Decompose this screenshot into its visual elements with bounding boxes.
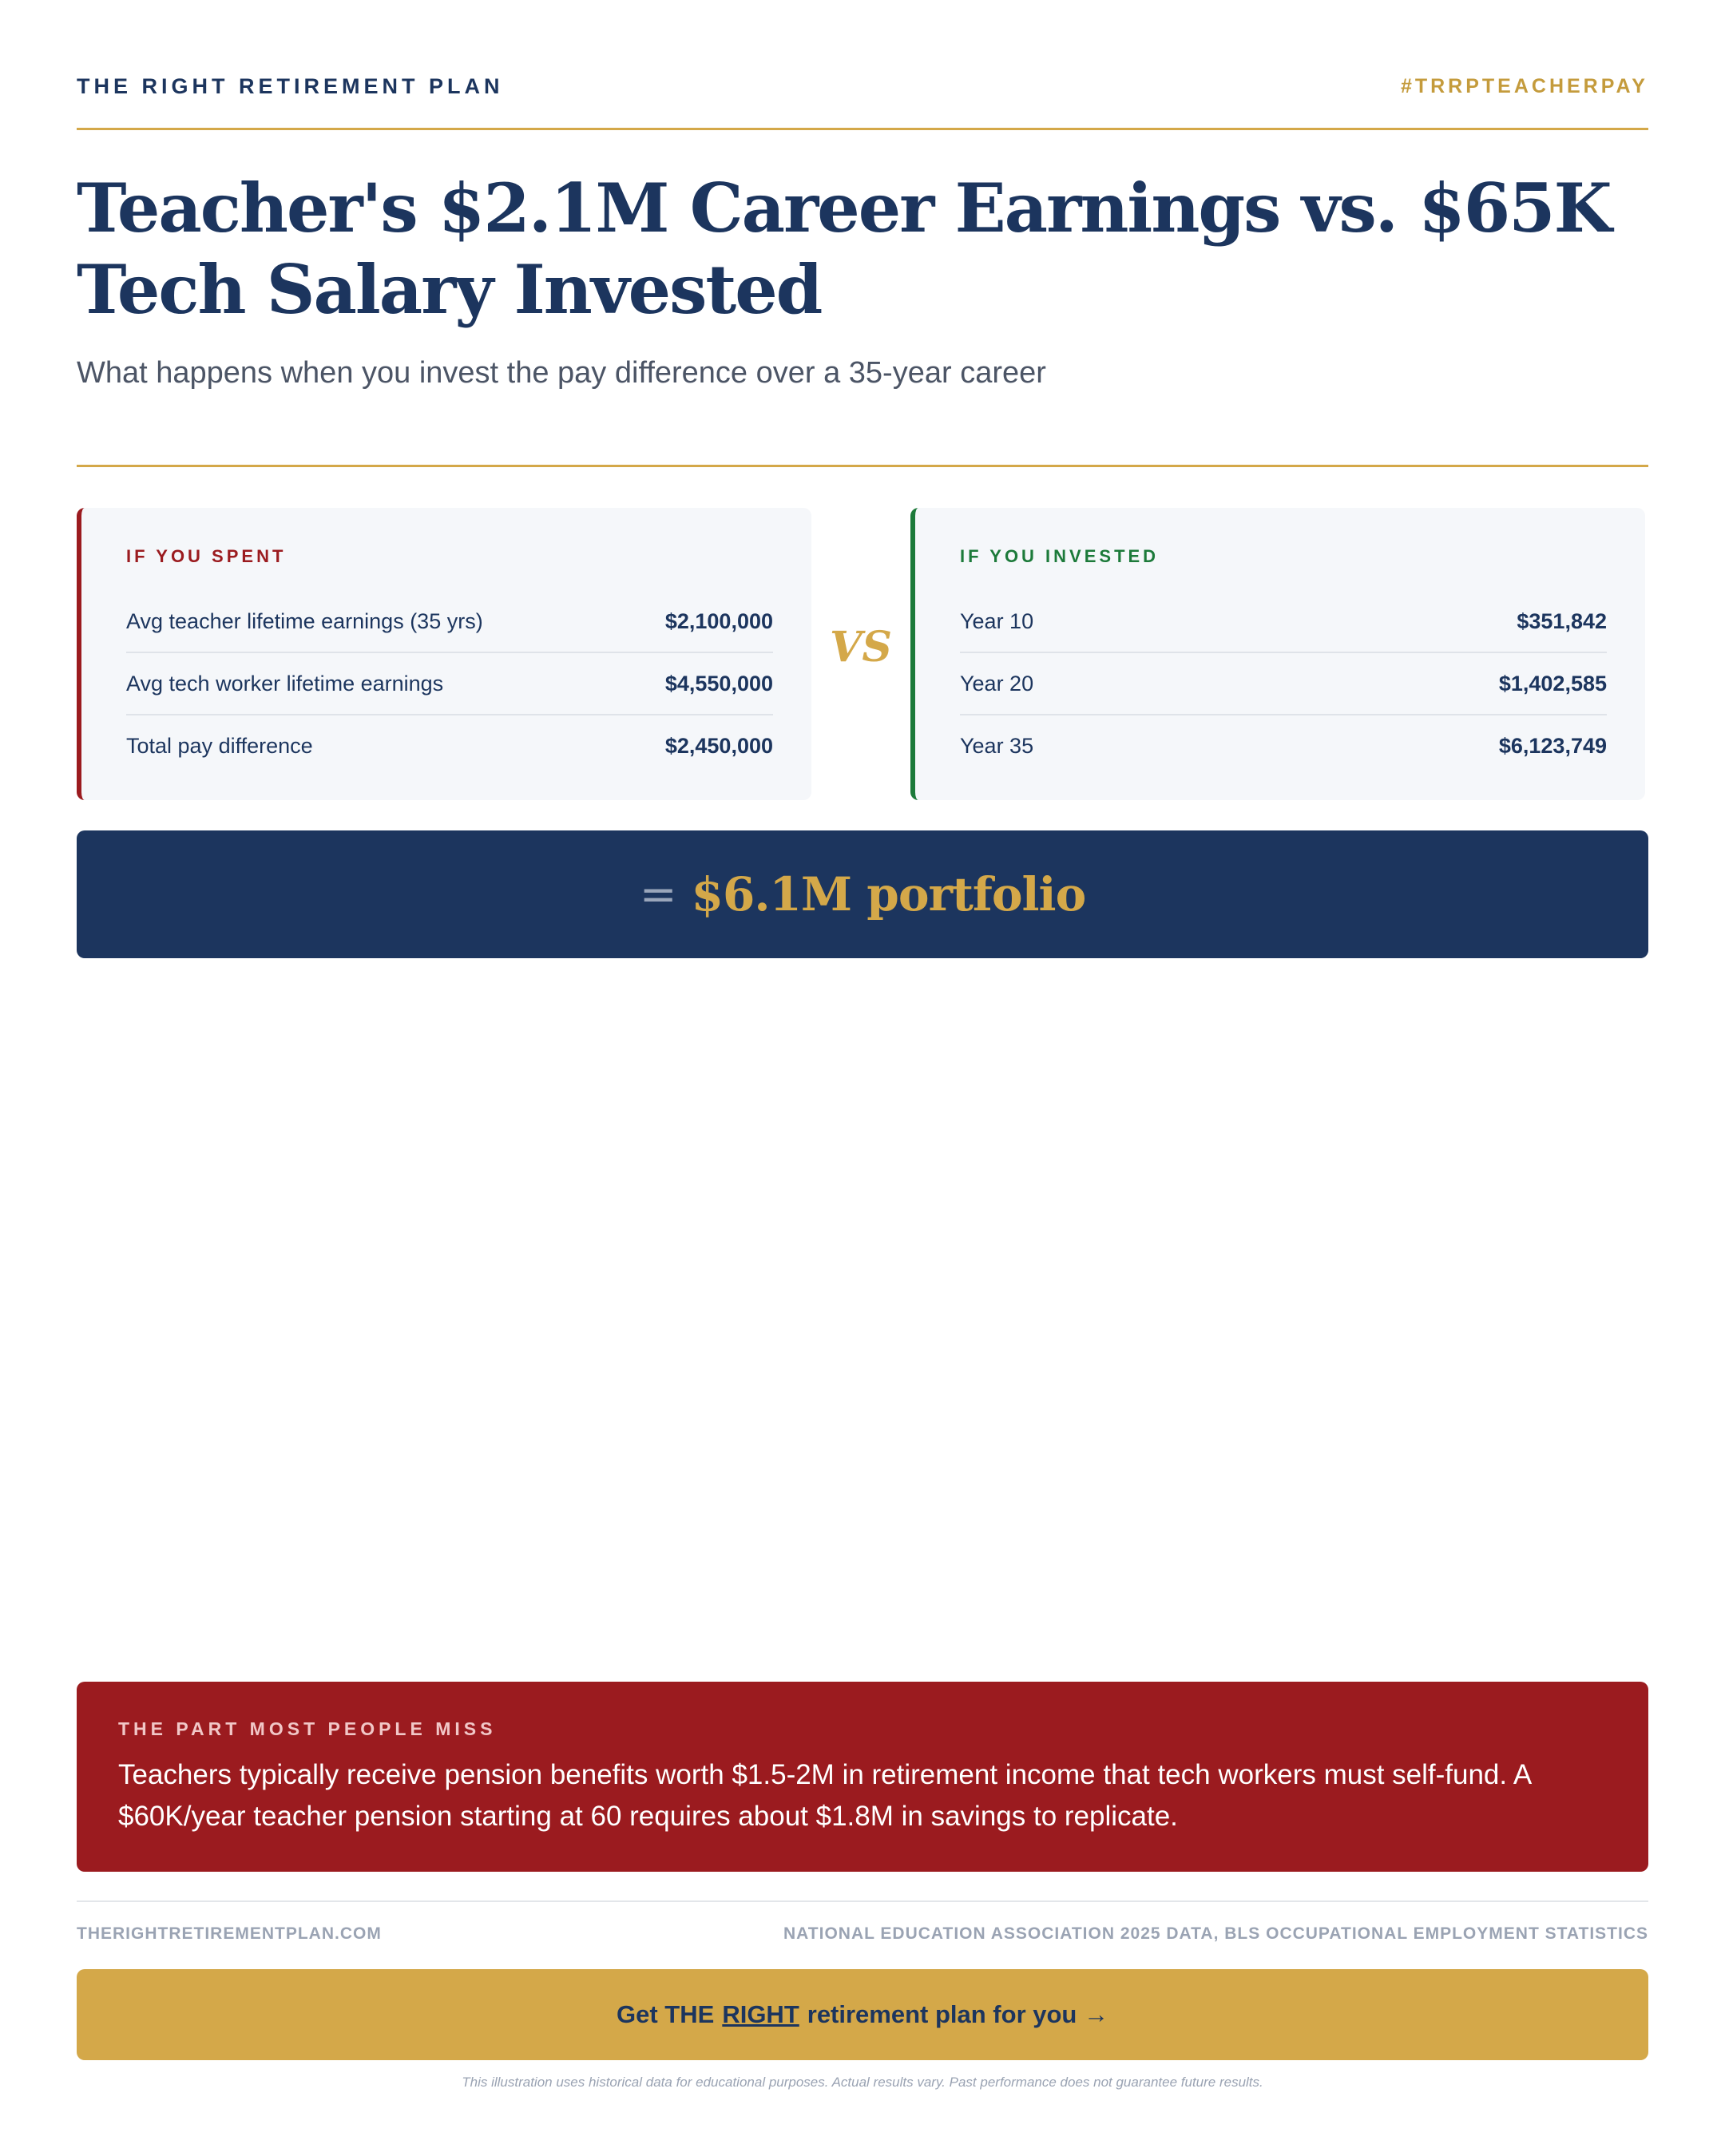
cta-button[interactable]: [77, 1969, 1648, 2060]
spent-row-label: Avg teacher lifetime earnings (35 yrs): [126, 608, 483, 633]
page-subtitle: What happens when you invest the pay difference over a 35-year career: [77, 356, 1046, 390]
header-divider: [77, 128, 1648, 130]
footer-divider: [77, 1900, 1648, 1902]
callout-text: Teachers typically receive pension benefits worth $1.5-2M in retirement income that tech workers must self-fund. A $60K/year teacher pension starting at 60 requires about $1.8M in savings to replicate.: [118, 1759, 1531, 1832]
header: [77, 70, 1648, 102]
invested-row-value: $351,842: [1517, 608, 1607, 633]
invested-row-value: $6,123,749: [1498, 733, 1607, 758]
spent-card: [77, 508, 811, 800]
cta-text-after: retirement plan for you →: [807, 2000, 1108, 2028]
invested-row: [960, 715, 1607, 776]
callout-label: THE PART MOST PEOPLE MISS: [118, 1718, 497, 1739]
spent-card-label: IF YOU SPENT: [126, 546, 287, 566]
spent-row: [126, 715, 773, 776]
invested-row-label: Year 35: [960, 733, 1034, 758]
spent-row-label: Avg tech worker lifetime earnings: [126, 671, 444, 696]
invested-row-label: Year 20: [960, 671, 1034, 696]
spent-row-value: $2,100,000: [664, 608, 773, 633]
brand-name: THE RIGHT RETIREMENT PLAN: [77, 73, 504, 98]
spent-row-value: $4,550,000: [664, 671, 773, 696]
disclaimer: This illustration uses historical data for educational purposes. Actual results vary. Past performance does not guarantee future results.: [462, 2075, 1263, 2090]
cta-text-before: Get THE: [617, 2000, 715, 2028]
invested-row-value: $1,402,585: [1498, 671, 1607, 696]
spent-row: [126, 591, 773, 653]
result-banner: [77, 830, 1648, 958]
invested-row: [960, 653, 1607, 715]
spent-row: [126, 653, 773, 715]
invested-row: [960, 591, 1607, 653]
invested-card-label: IF YOU INVESTED: [960, 546, 1160, 566]
pension-callout: [77, 1682, 1648, 1872]
invested-row-label: Year 10: [960, 608, 1034, 633]
data-source: NATIONAL EDUCATION ASSOCIATION 2025 DATA, BLS OCCUPATIONAL EMPLOYMENT STATISTICS: [783, 1924, 1648, 1943]
spent-row-label: Total pay difference: [126, 733, 313, 758]
page-title: Teacher's $2.1M Career Earnings vs. $65K Tech Salary Invested: [77, 168, 1611, 329]
invested-card: [910, 508, 1645, 800]
equals-sign: =: [639, 868, 677, 921]
spent-row-value: $2,450,000: [664, 733, 773, 758]
vs-label: VS: [830, 623, 892, 672]
cta-text-emphasis: RIGHT: [722, 2000, 799, 2028]
hashtag: #TRRPTEACHERPAY: [1400, 74, 1648, 97]
footer: [77, 1924, 1648, 1944]
result-amount: $6.1M portfolio: [691, 867, 1086, 921]
site-url[interactable]: THERIGHTRETIREMENTPLAN.COM: [77, 1924, 382, 1943]
title-divider: [77, 465, 1648, 467]
